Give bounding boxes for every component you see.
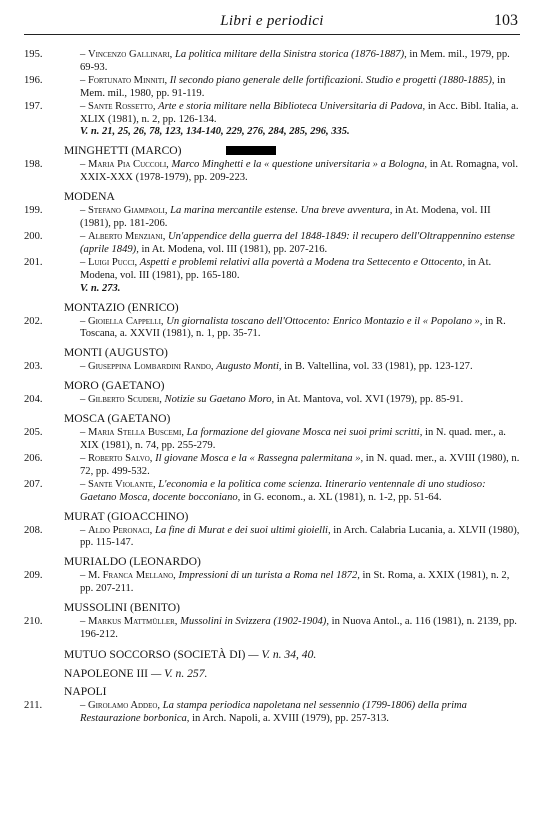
- entry-number: 206.: [24, 452, 43, 464]
- heading-napoleone: [24, 667, 522, 680]
- entry-citation: in Arch. Calabria Lucania, a. XLVII (1980), pp. 115-147.: [80, 524, 520, 549]
- entry-197: [24, 101, 522, 140]
- entry-202: [24, 316, 522, 342]
- entry-citation: in At. Modena, vol. III (1981), pp. 181-206.: [80, 205, 491, 230]
- entry-citation: in At. Mantova, vol. XVI (1979), pp. 85-91.: [274, 394, 464, 406]
- entry-203: [24, 361, 522, 374]
- entry-dash: –: [80, 478, 86, 490]
- entry-title: Il giovane Mosca e la « Rassegna palermitana »,: [155, 452, 364, 464]
- entry-author: Alberto Menziani,: [87, 230, 166, 242]
- entry-number: 205.: [24, 427, 43, 439]
- entry-title: La fine di Murat e dei suoi ultimi gioielli,: [154, 524, 331, 536]
- entry-title: Notizie su Gaetano Moro,: [164, 394, 275, 406]
- entry-number: 208.: [24, 524, 43, 536]
- entry-dash: –: [80, 524, 86, 536]
- cross-reference: V. n. 21, 25, 26, 78, 123, 134-140, 229, 276, 284, 285, 296, 335.: [80, 126, 350, 138]
- entry-number: 197.: [24, 100, 43, 112]
- entry-dash: –: [80, 74, 86, 86]
- entry-dash: –: [80, 427, 86, 439]
- entry-number: 204.: [24, 394, 43, 406]
- entry-author: Giuseppina Lombardini Rando,: [87, 361, 214, 373]
- entry-207: [24, 479, 522, 505]
- entry-number: 196.: [24, 74, 43, 86]
- entry-author: Aldo Peronaci,: [87, 524, 153, 536]
- entry-citation: in R. Toscana, a. XXVII (1981), n. 1, pp. 35-71.: [80, 315, 506, 340]
- page-number: 103: [494, 12, 518, 29]
- heading-moro: MORO (GAETANO): [64, 379, 165, 393]
- heading-mussolini: MUSSOLINI (BENITO): [64, 601, 181, 615]
- entry-208: [24, 525, 522, 551]
- entry-198: [24, 159, 522, 185]
- entry-citation: in N. quad. mer., a. XIX (1981), n. 74, pp. 255-279.: [80, 427, 506, 452]
- running-title: Libri e periodici: [220, 13, 324, 29]
- entry-number: 211.: [24, 700, 43, 711]
- heading-text: MUTUO SOCCORSO (SOCIETÀ DI): [64, 648, 246, 661]
- entry-dash: –: [80, 394, 86, 406]
- heading-monti: MONTI (AUGUSTO): [64, 346, 168, 360]
- entry-number: 200.: [24, 230, 43, 242]
- entry-author: Vincenzo Gallinari,: [87, 49, 173, 60]
- entry-title: L'economia e la politica come scienza. Itinerario ventennale di uno studioso: Gaetano Mosca, docente bocconiano,: [80, 478, 486, 503]
- bibliography-list: [24, 49, 522, 726]
- entry-citation: in St. Roma, a. XXIX (1981), n. 2, pp. 207-211.: [80, 570, 510, 595]
- entry-author: Maria Stella Buscemi,: [87, 427, 184, 439]
- entry-citation: in Acc. Bibl. Italia, a. XLIX (1981), n. 2, pp. 126-134.: [80, 100, 519, 125]
- entry-201: [24, 257, 522, 296]
- entry-dash: –: [80, 159, 86, 171]
- entry-title: Un giornalista toscano dell'Ottocento: Enrico Montazio e il « Popolano »,: [166, 315, 483, 327]
- entry-dash: –: [80, 256, 86, 268]
- entry-dash: –: [80, 205, 86, 217]
- page-header: [24, 10, 520, 35]
- entry-dash: –: [80, 49, 86, 60]
- entry-citation: in At. Romagna, vol. XXIX-XXX (1978-1979), pp. 209-223.: [80, 159, 519, 184]
- entry-title: La formazione del giovane Mosca nei suoi primi scritti,: [186, 427, 423, 439]
- entry-author: Stefano Giampaoli,: [87, 205, 168, 217]
- entry-author: Roberto Salvo,: [87, 452, 153, 464]
- entry-citation: in Nuova Antol., a. 116 (1981), n. 2139, pp. 196-212.: [80, 616, 517, 641]
- entry-title: Marco Minghetti e la « questione universitaria » a Bologna,: [171, 159, 428, 171]
- heading-minghetti: [24, 144, 522, 157]
- entry-number: 203.: [24, 361, 43, 373]
- entry-author: Luigi Pucci,: [87, 256, 138, 268]
- entry-number: 201.: [24, 256, 43, 268]
- entry-title: Impressioni di un turista a Roma nel 1872,: [178, 570, 360, 582]
- heading-murat: MURAT (GIOACCHINO): [64, 509, 189, 523]
- entry-title: Arte e storia militare nella Biblioteca Universitaria di Padova,: [158, 100, 426, 112]
- entry-205: [24, 427, 522, 453]
- entry-dash: –: [80, 570, 86, 582]
- entry-author: Fortunato Minniti,: [87, 74, 168, 86]
- entry-citation: in Mem. mil., 1979, pp. 69-93.: [80, 49, 510, 73]
- entry-citation: in B. Valtellina, vol. 33 (1981), pp. 123-127.: [281, 361, 473, 373]
- heading-murialdo: MURIALDO (LEONARDO): [64, 555, 201, 569]
- entry-title: Augusto Monti,: [216, 361, 282, 373]
- entry-citation: in N. quad. mer., a. XVIII (1980), n. 72, pp. 499-532.: [80, 452, 520, 477]
- entry-dash: –: [80, 230, 86, 242]
- entry-title: La stampa periodica napoletana nel sessennio (1799-1806) della prima Restaurazione borbonica,: [80, 700, 467, 724]
- entry-author: Sante Violante,: [87, 478, 156, 490]
- entry-citation: in Arch. Napoli, a. XVIII (1979), pp. 257-313.: [189, 712, 389, 724]
- entry-dash: –: [80, 700, 86, 711]
- entry-author: Gioiella Cappelli,: [87, 315, 164, 327]
- entry-title: Il secondo piano generale delle fortificazioni. Studio e progetti (1880-1885),: [169, 74, 495, 86]
- entry-citation: in G. econom., a. XL (1981), n. 1-2, pp. 51-64.: [240, 491, 442, 503]
- entry-title: Mussolini in Svizzera (1902-1904),: [180, 616, 329, 628]
- entry-author: Gilberto Scuderi,: [87, 394, 162, 406]
- heading-text: MINGHETTI (MARCO): [64, 144, 182, 158]
- entry-author: Girolamo Addeo,: [87, 700, 161, 711]
- entry-number: 207.: [24, 478, 43, 490]
- entry-dash: –: [80, 361, 86, 373]
- entry-206: [24, 453, 522, 479]
- entry-195: [24, 49, 522, 75]
- cross-reference: V. n. 273.: [80, 282, 121, 294]
- entry-title: Aspetti e problemi relativi alla povertà a Modena tra Settecento e Ottocento,: [139, 256, 465, 268]
- entry-number: 195.: [24, 49, 43, 60]
- entry-200: [24, 231, 522, 257]
- entry-title: Un'appendice della guerra del 1848-1849: il recupero dell'Oltrappennino estense (aprile 1849),: [80, 230, 515, 255]
- cross-reference: — V. n. 34, 40.: [248, 648, 317, 661]
- entry-title: La marina mercantile estense. Una breve avventura,: [170, 205, 393, 217]
- entry-211: [24, 700, 522, 726]
- entry-number: 199.: [24, 205, 43, 217]
- entry-dash: –: [80, 100, 86, 112]
- entry-citation: in At. Modena, vol. III (1981), pp. 207-216.: [138, 243, 328, 255]
- heading-mosca: MOSCA (GAETANO): [64, 412, 171, 426]
- heading-montazio: MONTAZIO (ENRICO): [64, 300, 179, 314]
- entry-dash: –: [80, 616, 86, 628]
- entry-title: La politica militare della Sinistra storica (1876-1887),: [174, 49, 407, 60]
- entry-citation: in At. Modena, vol. III (1981), pp. 165-180.: [80, 256, 492, 281]
- entry-210: [24, 616, 522, 642]
- entry-dash: –: [80, 452, 86, 464]
- entry-204: [24, 394, 522, 407]
- entry-citation: in Mem. mil., 1980, pp. 91-119.: [80, 74, 506, 99]
- entry-author: Maria Pia Cuccoli,: [87, 159, 169, 171]
- entry-number: 198.: [24, 159, 43, 171]
- entry-199: [24, 205, 522, 231]
- cross-reference: — V. n. 257.: [150, 667, 208, 680]
- entry-number: 210.: [24, 616, 43, 628]
- entry-author: M. Franca Mellano,: [87, 570, 176, 582]
- entry-209: [24, 570, 522, 596]
- redaction-mark: [226, 146, 276, 155]
- entry-author: Sante Rossetto,: [87, 100, 156, 112]
- heading-napoli: NAPOLI: [64, 685, 107, 698]
- entry-196: [24, 75, 522, 101]
- heading-text: NAPOLEONE III: [64, 667, 149, 680]
- entry-number: 202.: [24, 315, 43, 327]
- entry-dash: –: [80, 315, 86, 327]
- heading-modena: MODENA: [64, 190, 115, 204]
- entry-number: 209.: [24, 570, 43, 582]
- entry-author: Markus Mattmüller,: [87, 616, 178, 628]
- heading-mutuo-soccorso: [24, 648, 522, 661]
